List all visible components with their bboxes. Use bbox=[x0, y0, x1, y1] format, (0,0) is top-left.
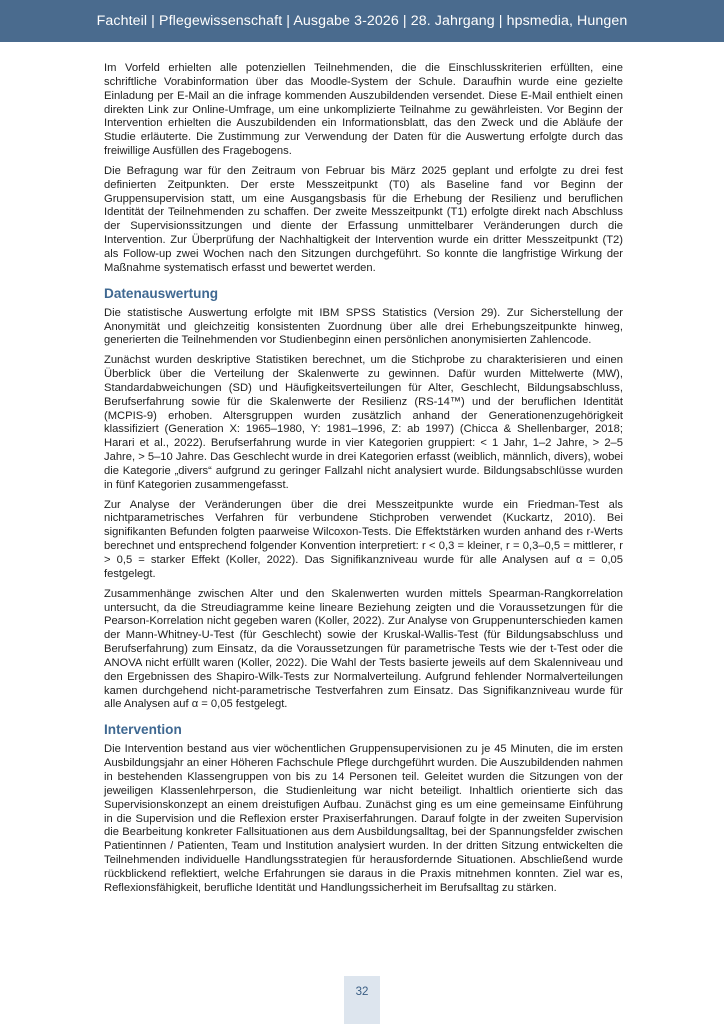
header-title: Fachteil | Pflegewissenschaft | Ausgabe 3-2026 | 28. Jahrgang | hpsmedia, Hungen bbox=[96, 13, 628, 29]
paragraph: Zusammenhänge zwischen Alter und den Skalenwerten wurden mittels Spearman-Rangkorrelation untersucht, da die Streudiagramme keine lineare Beziehung zeigten und die Voraussetzungen für die Pearson-Korrelation nicht gegeben waren (Koller, 2022). Zur Analyse von Gruppenunterschieden kamen der Mann-Whitney-U-Test (für Geschlecht) sowie der Kruskal-Wallis-Test (für Bildungsabschluss und Berufserfahrung) zum Einsatz, da die Voraussetzungen für parametrische Tests wie der t-Test oder die ANOVA nicht erfüllt waren (Koller, 2022). Die Wahl der Tests basierte jeweils auf dem Skalenniveau und den Ergebnissen des Shapiro-Wilk-Tests zur Normalverteilung. Aufgrund fehlender Normalverteilungen kamen durchgehend nicht-parametrische Testverfahren zum Einsatz. Das Signifikanzniveau wurde für alle Analysen auf α = 0,05 festgelegt. bbox=[104, 587, 623, 711]
running-header bbox=[0, 0, 724, 42]
page-number: 32 bbox=[355, 986, 369, 998]
paragraph: Die Intervention bestand aus vier wöchentlichen Gruppensupervisionen zu je 45 Minuten, die im ersten Ausbildungsjahr an einer Höheren Fachschule Pflege durchgeführt wurden. Die Auszubildenden nahmen in bestehenden Klassengruppen von bis zu 14 Personen teil. Geleitet wurden die Sitzungen von der jeweiligen Klassenlehrperson, die Studienleitung war nicht beteiligt. Inhaltlich orientierte sich das Supervisionskonzept an einem dreistufigen Aufbau. Zunächst ging es um eine gemeinsame Einführung in die Supervision und die Reflexion erster Praxiserfahrungen. Darauf folgte in der zweiten Supervision die Bearbeitung konkreter Fallsituationen aus dem Ausbildungsalltag, bei der Spannungsfelder zwischen Patientinnen / Patienten, Team und Institution analysiert wurden. In der dritten Sitzung entwickelten die Teilnehmenden individuelle Handlungsstrategien für herausfordernde Situationen. Abschließend wurde rückblickend reflektiert, welche Erfahrungen sie daraus in die Praxis mitnehmen konnten. Ziel war es, Reflexionsfähigkeit, berufliche Identität und Handlungssicherheit im Berufsalltag zu stärken. bbox=[104, 743, 623, 894]
article-body bbox=[104, 62, 623, 902]
paragraph: Zunächst wurden deskriptive Statistiken berechnet, um die Stichprobe zu charakterisieren und einen Überblick über die Verteilung der Skalenwerte zu gewinnen. Dafür wurden Mittelwerte (MW), Standardabweichungen (SD) und Häufigkeitsverteilungen für Alter, Geschlecht, Bildungsabschluss, Berufserfahrung sowie für die Skalenwerte der Resilienz (RS-14™) und der beruflichen Identität (MCPIS-9) erhoben. Altersgruppen wurden zusätzlich anhand der Generationenzugehörigkeit klassifiziert (Generation X: 1965–1980, Y: 1981–1996, Z: ab 1997) (Chicca & Shellenbarger, 2018; Harari et al., 2022). Berufserfahrung wurde in vier Kategorien gruppiert: < 1 Jahr, 1–2 Jahre, > 2–5 Jahre, > 5–10 Jahre. Das Geschlecht wurde in drei Kategorien erfasst (weiblich, männlich, divers), wobei die Kategorie „divers“ aufgrund zu geringer Fallzahl nicht analysiert wurde. Bildungsabschlüsse wurden in fünf Kategorien zusammengefasst. bbox=[104, 354, 623, 491]
section-heading-datenauswertung: Datenauswertung bbox=[104, 285, 219, 301]
paragraph: Zur Analyse der Veränderungen über die drei Messzeitpunkte wurde ein Friedman-Test als nichtparametrisches Verfahren für verbundene Stichproben verwendet (Kuckartz, 2010). Bei signifikanten Befunden folgten paarweise Wilcoxon-Tests. Die Effektstärken wurden anhand des r-Werts berechnet und entsprechend folgender Konvention interpretiert: r < 0,3 = kleiner, r = 0,3–0,5 = mittlerer, r > 0,5 = starker Effekt (Koller, 2022). Das Signifikanzniveau wurde für alle Analysen auf α = 0,05 festgelegt. bbox=[104, 498, 623, 580]
paragraph: Die Befragung war für den Zeitraum von Februar bis März 2025 geplant und erfolgte zu drei fest definierten Zeitpunkten. Der erste Messzeitpunkt (T0) als Baseline fand vor Beginn der Gruppensupervision statt, um eine Ausgangsbasis für die Erhebung der Resilienz und beruflichen Identität der Teilnehmenden zu schaffen. Der zweite Messzeitpunkt (T1) erfolgte direkt nach Abschluss der Supervisionssitzungen und diente der Erfassung unmittelbarer Veränderungen durch die Intervention. Zur Überprüfung der Nachhaltigkeit der Intervention wurde ein dritter Messzeitpunkt (T2) als Follow-up zwei Wochen nach den Sitzungen durchgeführt. So konnte die langfristige Wirkung der Maßnahme systematisch erfasst und bewertet werden. bbox=[104, 164, 623, 274]
paragraph: Die statistische Auswertung erfolgte mit IBM SPSS Statistics (Version 29). Zur Sicherstellung der Anonymität und gleichzeitig konsistenten Zuordnung über alle drei Erhebungszeitpunkte hinweg, generierten die Teilnehmenden vor Studienbeginn einen persönlichen anonymisierten Zahlencode. bbox=[104, 306, 623, 347]
page-number-box bbox=[344, 976, 380, 1024]
section-heading-intervention: Intervention bbox=[104, 722, 182, 738]
paragraph: Im Vorfeld erhielten alle potenziellen Teilnehmenden, die die Einschlusskriterien erfüllten, eine schriftliche Vorabinformation über das Moodle-System der Schule. Daraufhin wurde eine gezielte Einladung per E-Mail an die infrage kommenden Auszubildenden versendet. Diese E-Mail enthielt einen direkten Link zur Online-Umfrage, um eine unkomplizierte Teilnahme zu gewährleisten. Vor Beginn der Intervention erhielten die Auszubildenden ein Informationsblatt, das den Zweck und die Abläufe der Studie erläuterte. Die Zustimmung zur Verwendung der Daten für die Auswertung erfolgte durch das freiwillige Ausfüllen des Fragebogens. bbox=[104, 62, 623, 158]
